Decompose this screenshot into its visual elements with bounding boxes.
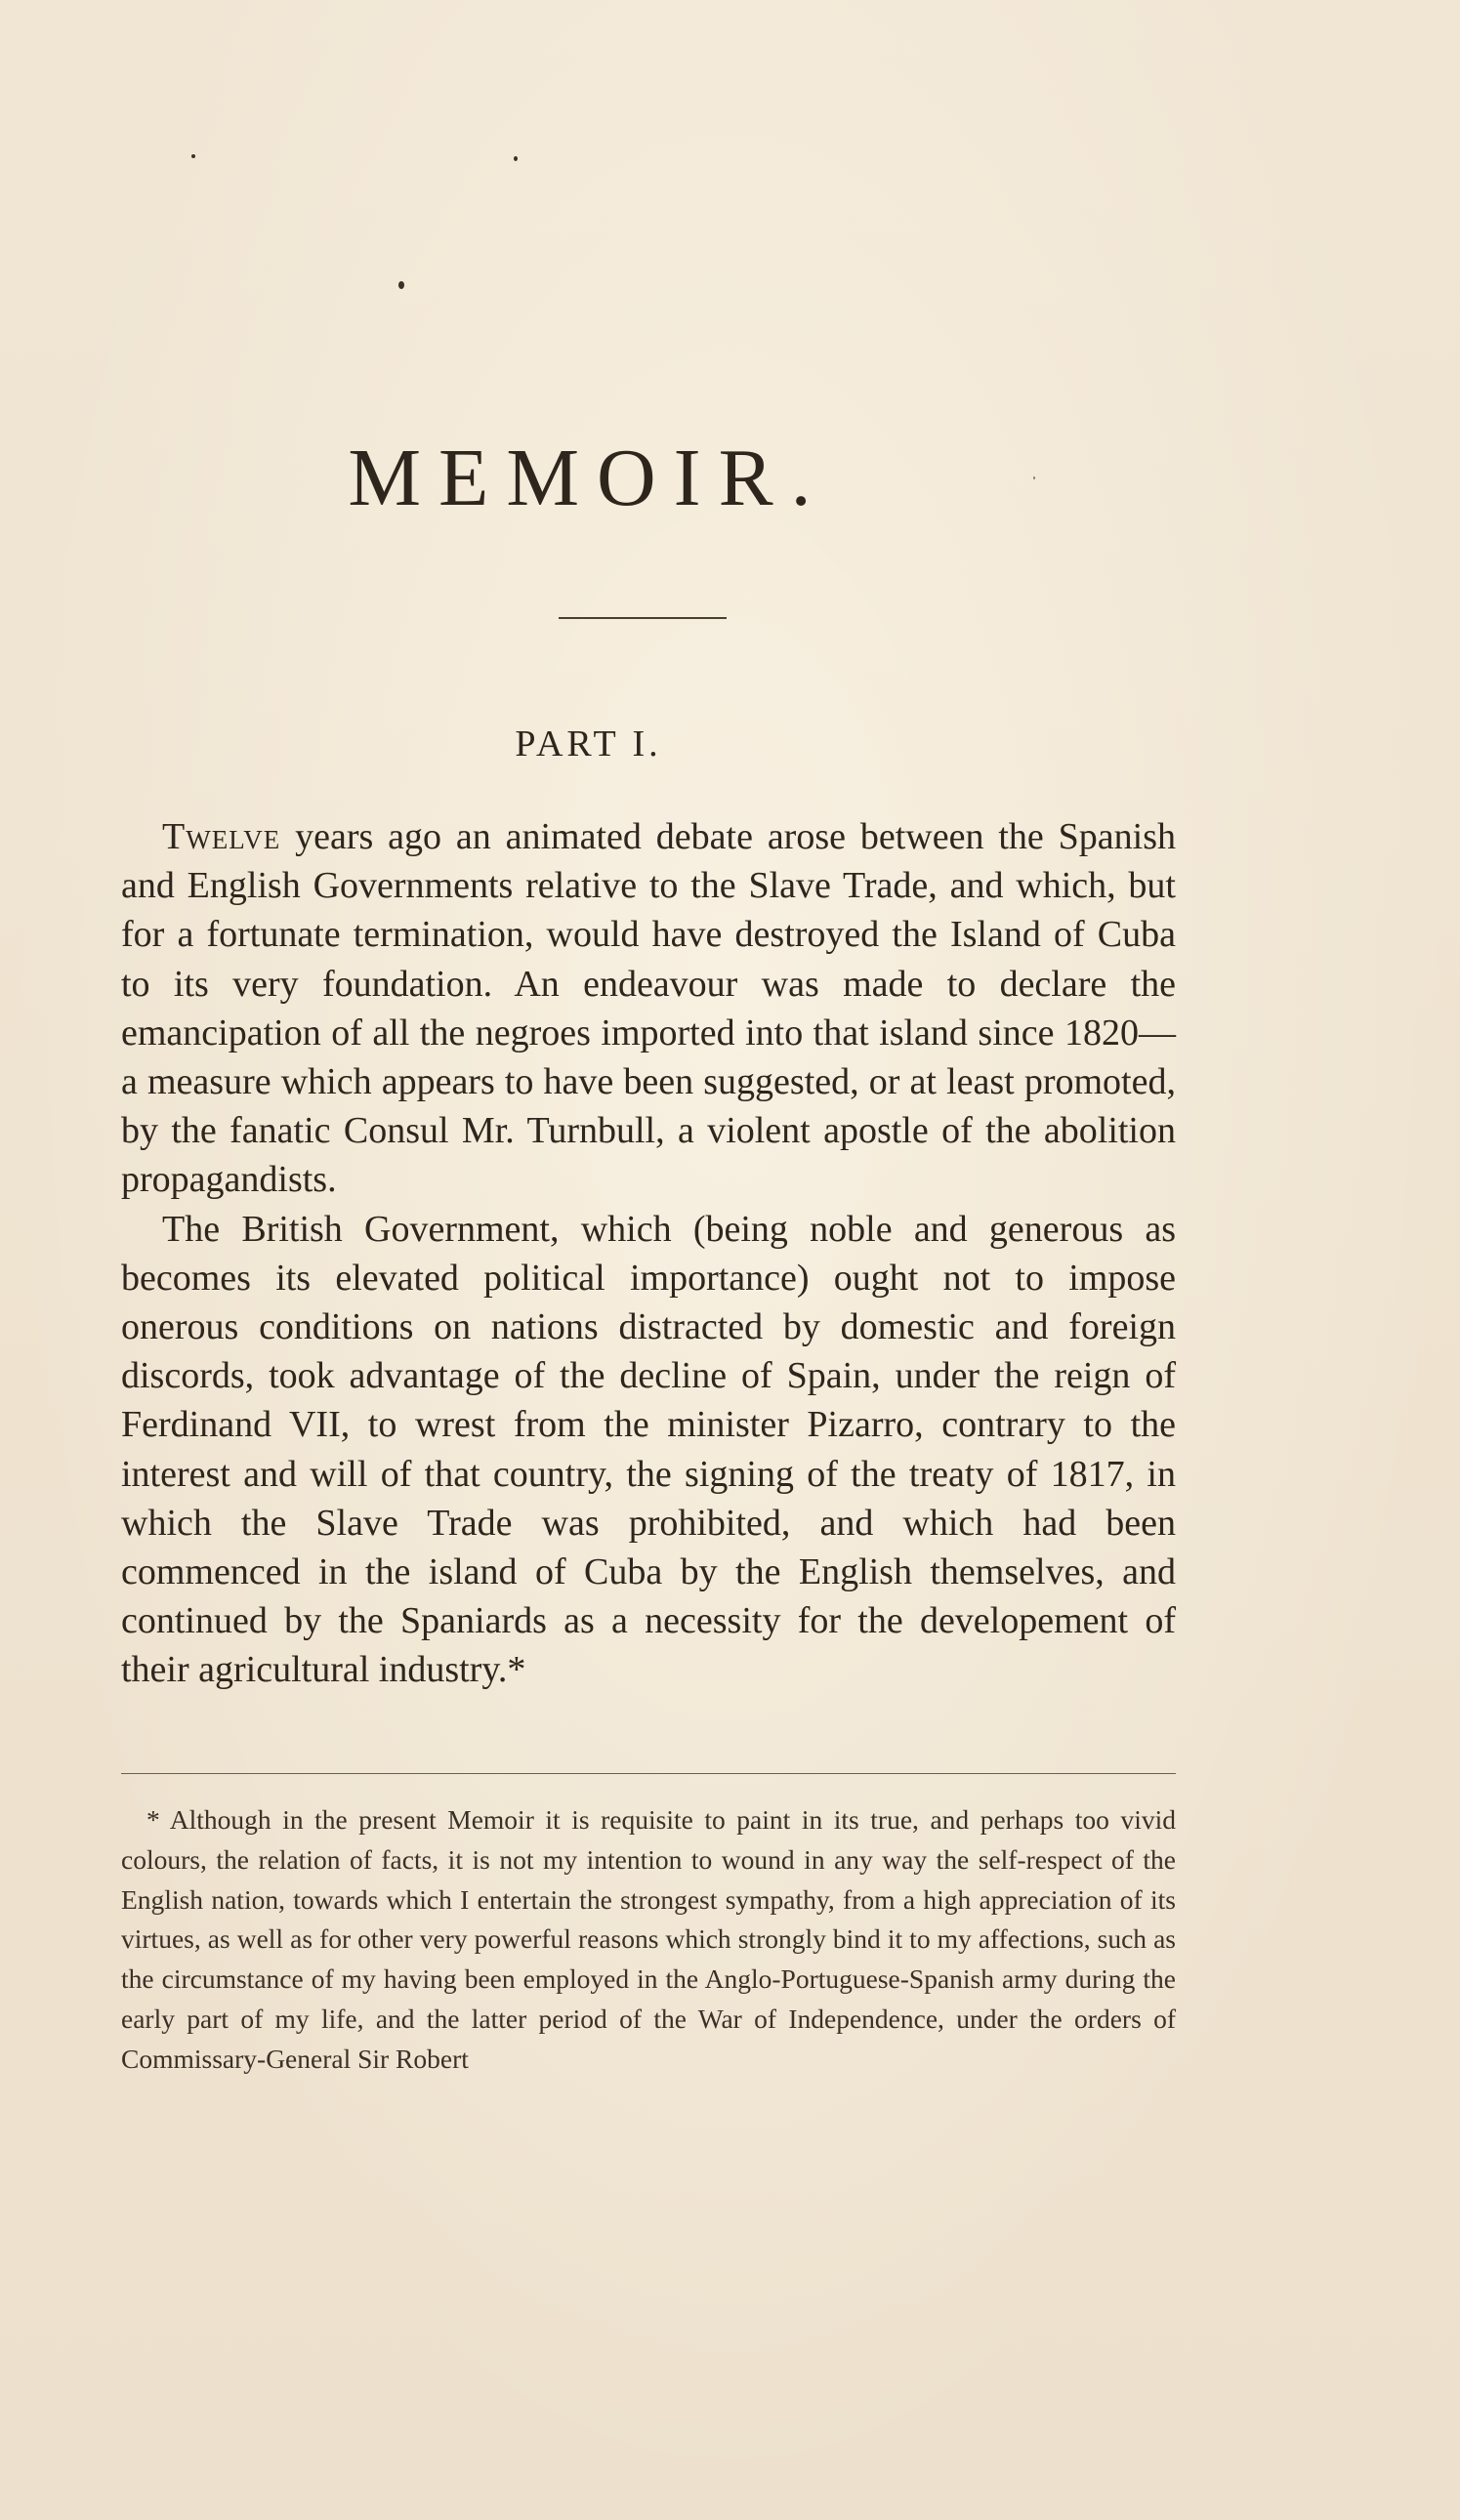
paragraph-text: years ago an animated debate arose between the Spanish and English Governments relative to the Slave Trade, and which, but for a fortunate termination, would have destroyed the Island of Cuba to its very foundation. An endeavour was made to declare the emancipation of all the negroes imported into that island since 1820—a measure which appears to have been suggested, or at least promoted, by the fanatic Consul Mr. Turnbull, a violent apostle of the abolition propagandists.	[121, 816, 1176, 1201]
paragraph: The British Government, which (being noble and generous as becomes its elevated political importance) ought not to impose onerous conditions on nations distracted by domestic and foreign discords, took advantage of the decline of Spain, under the reign of Ferdinand VII, to wrest from the minister Pizarro, contrary to the interest and will of that country, the signing of the treaty of 1817, in which the Slave Trade was prohibited, and which had been commenced in the island of Cuba by the English themselves, and continued by the Spaniards as a necessity for the developement of their agricultural industry.*	[121, 1208, 1176, 1691]
body-text	[121, 812, 1176, 1695]
footnote	[121, 1800, 1176, 2080]
page-title: MEMOIR.	[348, 433, 829, 523]
footnote-rule	[121, 1773, 1176, 1774]
footnote-text: * Although in the present Memoir it is requisite to paint in its true, and perhaps too vivid colours, the relation of facts, it is not my intention to wound in any way the self-respect of the English nation, towards which I entertain the strongest sympathy, from a high appreciation of its virtues, as well as for other very powerful reasons which strongly bind it to my affections, such as the circumstance of my having been employed in the Anglo-Portuguese-Spanish army during the early part of my life, and the latter period of the War of Independence, under the orders of Commissary-General Sir Robert	[121, 1804, 1176, 2074]
title-rule	[559, 617, 727, 619]
part-heading: PART I.	[515, 723, 662, 764]
paragraph-lead-word: Twelve	[162, 816, 281, 857]
paragraph	[121, 812, 1176, 1205]
ink-speck	[398, 281, 404, 289]
ink-speck	[514, 156, 518, 161]
ink-speck	[191, 154, 195, 158]
